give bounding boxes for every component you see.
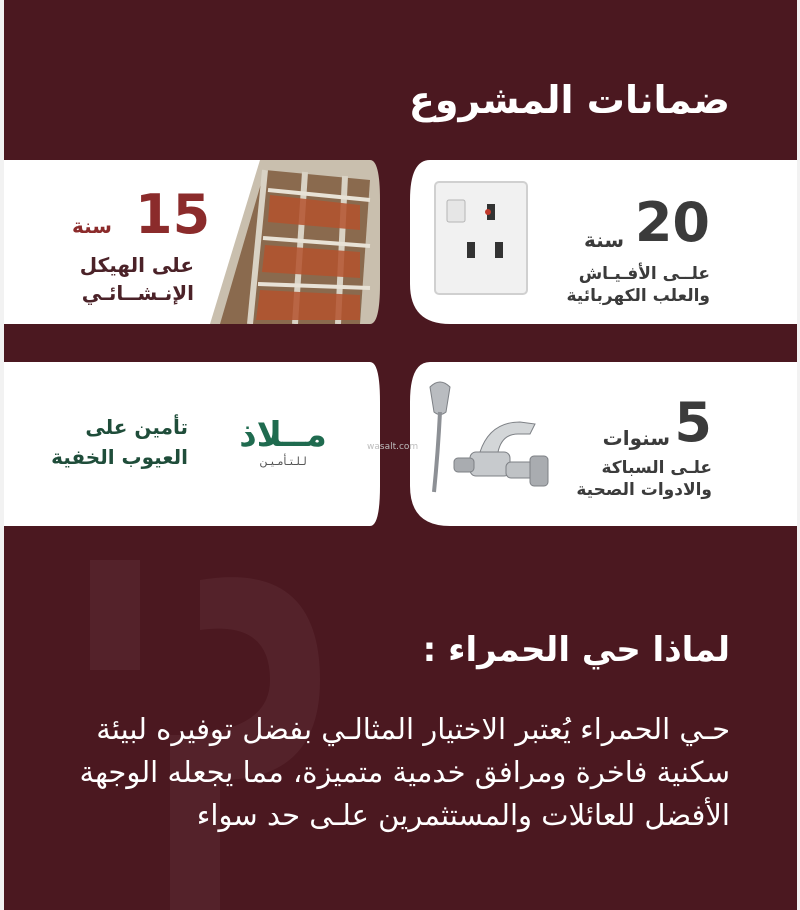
watermark-site: wasalt.com [367, 442, 419, 452]
guarantee-unit: سنوات [602, 426, 670, 450]
page-title: ضمانات المشروع [408, 78, 730, 122]
guarantee-line2: الإنـشــائـي [81, 281, 194, 305]
insurance-line2: العيوب الخفية [51, 445, 188, 469]
guarantee-number-20: 20 [634, 191, 710, 254]
section-heading: لماذا حي الحمراء : [422, 630, 730, 670]
guarantee-line2: والادوات الصحية [576, 480, 712, 500]
guarantee-unit: سنة [72, 214, 112, 238]
faucet-icon [410, 372, 560, 512]
guarantee-line1: علـى السباكة [601, 458, 712, 478]
power-socket-icon [425, 170, 535, 310]
malath-logo-subtext: لـلـتـأمـيـن [259, 455, 307, 468]
guarantee-number-15: 15 [135, 183, 211, 246]
malath-logo-icon [218, 416, 348, 478]
section-paragraph: حـي الحمراء يُعتبر الاختيار المثالـي بفضل توفيره لبيئة سكنية فاخرة ومرافق خدمية متميزة، مما يجعله الوجهة الأفضل للعائلات والمستثمرين علـى حد سواء [79, 712, 730, 832]
guarantee-number-5: 5 [674, 391, 712, 454]
malath-logo-text: مــلاذ [239, 415, 327, 455]
guarantee-unit: سنة [584, 228, 624, 252]
guarantee-line2: والعلب الكهربائية [566, 286, 710, 306]
guarantee-line1: علــى الأفـيـاش [578, 264, 710, 284]
insurance-line1: تأمين على [85, 415, 188, 439]
guarantee-line1: على الهيكل [79, 253, 194, 277]
